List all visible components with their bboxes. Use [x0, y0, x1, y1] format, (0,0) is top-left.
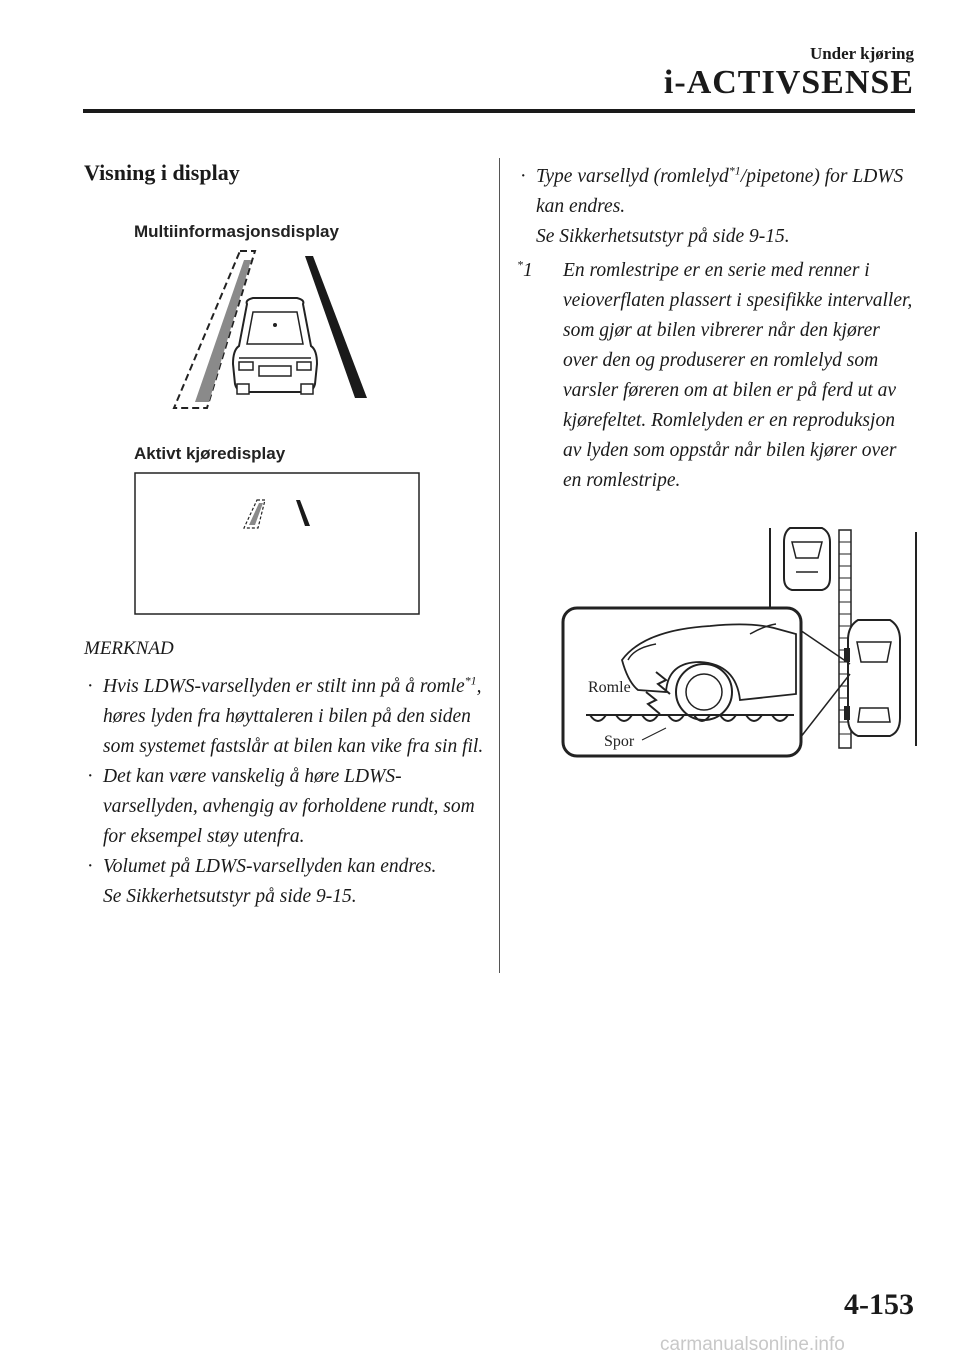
footnote	[517, 256, 917, 496]
car-rear-icon	[233, 298, 317, 394]
column-divider	[499, 158, 500, 973]
front-wheel	[676, 664, 732, 720]
note-bullet: · Type varsellyd (romlelyd$^{*1}$/pipetone) for LDWS kan endres. Se Sikkerhetsutstyr på side 9-15.	[517, 162, 927, 252]
watermark: carmanualsonline.info	[660, 1334, 845, 1355]
note-bullet: · Hvis LDWS-varsellyden er stilt inn på å romle$^{*1}$, høres lyden fra høyttaleren i bilen på den siden som systemet fastslår at bilen kan vike fra sin fil.	[84, 672, 484, 762]
multiinfo-display-figure	[165, 246, 385, 414]
header-title: i-ACTIVSENSE	[663, 64, 914, 101]
right-bullet-list	[517, 162, 927, 252]
rumble-strip-illustration	[560, 522, 922, 762]
multiinfo-display-label: Multiinformasjonsdisplay	[134, 222, 339, 241]
cross-reference: Se Sikkerhetsutstyr på side 9-15.	[103, 886, 357, 907]
note-bullet: · Volumet på LDWS-varsellyden kan endres. Se Sikkerhetsutstyr på side 9-15.	[84, 852, 484, 912]
cross-reference: Se Sikkerhetsutstyr på side 9-15.	[536, 226, 790, 247]
rumble-label: Romle	[588, 679, 631, 696]
footnote-marker: *1	[517, 257, 533, 281]
header-section: Under kjøring	[809, 44, 914, 63]
active-driving-display-label: Aktivt kjøredisplay	[134, 444, 286, 463]
section-heading: Visning i display	[84, 160, 240, 185]
page-number: 4-153	[844, 1288, 914, 1321]
note-heading: MERKNAD	[84, 638, 174, 659]
groove-label: Spor	[604, 733, 635, 750]
note-bullet: · Det kan være vanskelig å høre LDWS-varsellyden, avhengig av forholdene rundt, som for eksempel støy utenfra.	[84, 762, 484, 852]
header-divider	[83, 109, 915, 113]
active-driving-display-figure	[134, 472, 421, 616]
display-frame	[135, 473, 419, 614]
car-on-strip-icon	[844, 620, 900, 736]
car-ahead-icon	[784, 528, 830, 590]
note-bullet-list	[84, 672, 484, 912]
footnote-text: En romlestripe er en serie med renner i veioverflaten plassert i spesifikke intervaller, som gjør at bilen vibrerer når den kjører over den og produserer en romlelyd som varsler føreren om at bilen er på ferd ut av kjørefeltet. Romlelyden er en reproduksjon av lyden som oppstår når bilen kjører over en romlestripe.	[563, 260, 913, 491]
